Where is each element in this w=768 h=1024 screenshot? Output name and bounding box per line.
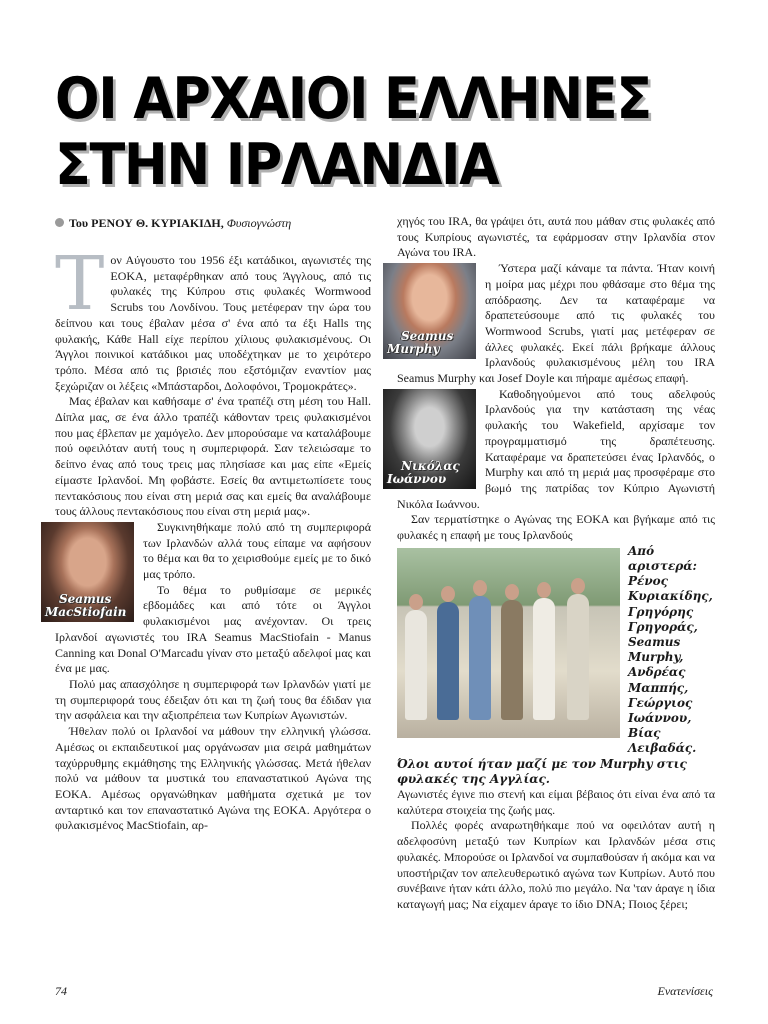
group-photo-block [397,544,715,787]
left-column [45,216,371,834]
page-number: 74 [55,984,67,998]
article-title [55,66,690,198]
title-line-1: ΟΙ ΑΡΧΑΙΟΙ ΕΛΛΗΝΕΣ [55,66,651,132]
bullet-icon [55,218,64,227]
photo-caption: Νικόλας Ιωάννου [387,458,460,486]
paragraph: Το θέμα το ρυθμίσαμε σε μερικές εβδομάδες και από τότε οι Άγγλοι φυλακισμένοι μας ανέχονταν. Οι τρεις Ιρλανδοί αγωνιστές του IRA Seamus MacStiofain - Manus Canning και Donal O'Marcadu γίναν στο μεταξύ αδελφοί μας και ένα με μας. [55,582,371,676]
paragraph: Σαν τερματίστηκε ο Αγώνας της ΕΟΚΑ και βγήκαμε από τις φυλακές η επαφή με τους Ιρλανδούς [397,512,715,543]
byline-author: Του ΡΕΝΟΥ Θ. ΚΥΡΙΑΚΙΔΗ, [69,216,224,230]
photo-ioannou [383,389,476,489]
paragraph: Μας έβαλαν και καθήσαμε σ' ένα τραπέζι στη μέση του Hall. Δίπλα μας, σε ένα άλλο τραπέζι κάθονταν τρεις φυλακισμένοι που μας έβλεπαν με χαμόγελο. Δεν μπορούσαμε να καταλάβουμε πού οφειλόταν αυτή τους η συμπεριφορά. Σαν τελειώσαμε το δείπνο ένας από τους τρεις μας πλησίασε και μας είπε «Εμείς είμαστε Ιρλανδοί. Μη φοβάστε. Εσείς θα αντιμετωπίσετε τους πεντακόσιους που είναι στη μεριά σας και εμείς θα αναλάβουμε τους άλλους πεντακόσιους που είναι στη μεριά μας». [55,394,371,519]
byline [55,216,371,231]
paragraph: Νικόλας Ιωάννου Καθοδηγούμενοι από τους αδελφούς Ιρλανδούς για την κατάσταση της νέας φυλακής του Wakefield, αρχίσαμε τον προγραμματισμό της δραπέτευσης. Καταφέραμε να δραπετεύσει ένας Ιρλανδός, ο Murphy και από τη μεριά μας προσφέραμε στο βωμό της πατρίδας τον Κύπριο Αγωνιστή Νικόλα Ιωάννου. [397,387,715,513]
drop-cap: Τ [55,241,105,327]
paragraph: Πολύ μας απασχόλησε η συμπεριφορά των Ιρλανδών γιατί με τη συμπεριφορά τους έδειξαν ότι και τη ζωή τους θα έδιδαν για την ασφάλεια και την αξιοπρέπεια των Κυπρίων Αγωνιστών. [55,676,371,723]
photo-macstiofain [41,522,134,622]
photo-caption: Seamus Murphy [387,329,454,357]
group-photo [397,548,620,738]
photo-murphy [383,263,476,359]
group-photo-caption: Από αριστερά: Ρένος Κυριακίδης, Γρηγόρης Γρηγοράς, Seamus Murphy, Ανδρέας Μαππής, Γεώργιος Ιωάννου, Βίας Λειβαδάς. Όλοι αυτοί ήταν μαζί με τον Murphy στις φυλακές της Αγγλίας. [397,543,713,786]
paragraph: Αγωνιστές έγινε πιο στενή και είμαι βέβαιος ότι είναι ένα από τα καλύτερα στοιχεία της ζωής μας. [397,787,715,817]
paragraph: χηγός του IRA, θα γράψει ότι, αυτά που μάθαν στις φυλακές από τους Κυπρίους αγωνιστές, τα εφάρμοσαν στην Ιρλανδία στον Αγώνα του IRA. [397,214,715,260]
paragraph: Τον Αύγουστο του 1956 έξι κατάδικοι, αγωνιστές της ΕΟΚΑ, μεταφέρθηκαν από τους Άγγλους, από τις φυλακές της Κύπρου στις φυλακές Wormwood Scrubs του Λονδίνου. Τους μετέφεραν την ώρα του δείπνου και τους έβαλαν μέσα σ' ένα από τα έξι Halls της φυλακής, Κάθε Hall είχε περίπου χίλιους φυλακισμένους. Οι Άγγλοι ποινικοί κατάδικοι μας υποδέχτηκαν με το χειρότερο τρόπο. Μέσα από τις βρισιές που εξστόμιζαν εναντίον μας ξεχώριζαν οι λέξεις «Μπάσταρδοι, Δολοφόνοι, Τρομοκράτες». [55,241,371,393]
paragraph: Ήθελαν πολύ οι Ιρλανδοί να μάθουν την ελληνική γλώσσα. Αμέσως οι εκπαιδευτικοί μας οργάνωσαν μια σειρά μαθημάτων ταχύρρυθμης εκμάθησης της Ελληνικής γλώσσας. Μετά ήθελαν πολύ να μάθουν τα μυστικά του επαναστατικού Αγώνα της ΕΟΚΑ. Αμέσως οργανώθηκαν μαθήματα σχετικά με τον ανταρτικό και τον επαναστατικό Αγώνα της ΕΟΚΑ. Αργότερα ο φυλακισμένος MacStiofain, αρ- [55,724,371,833]
photo-caption: Seamus MacStiofain [45,591,127,619]
paragraph: Πολλές φορές αναρωτηθήκαμε πού να οφειλόταν αυτή η αδελφοσύνη μεταξύ των Κυπρίων και Ιρλανδών μέσα στις φυλακές. Μπορούσε οι Ιρλανδοί να συμπαθούσαν ή ακόμα και να υποστήριζαν τον απελευθερωτικό αγώνα των Κυπρίων. Αυτό που συνέβαινε ήταν κάτι άλλο, πολύ πιο μεγάλο. Να 'ταν άραγε η ίδια καταγωγή μας; Να είχαμεν άραγε το ίδιο DNA; Ποιος ξέρει; [397,818,715,911]
paragraph: Seamus MacStiofain Συγκινηθήκαμε πολύ από τη συμπεριφορά των Ιρλανδών αλλά τους είπαμε να αφήσουν το θέμα και θα το χειρισθούμε εμείς με το δικό μας τρόπο. [55,520,371,583]
title-line-2: ΣΤΗΝ ΙΡΛΑΝΔΙΑ [55,132,499,198]
paragraph: Seamus Murphy Ύστερα μαζί κάναμε τα πάντα. Ήταν κοινή η μοίρα μας μέχρι που φθάσαμε στο θέμα της απόδρασης. Δεν τα καταφέραμε να δραπετεύσουμε από τις φυλακές του Wormwood Scrubs, γιατί μας μετέφεραν σε άλλες φυλακές. Εκεί πάλι βρήκαμε άλλους Ιρλανδούς φυλακισμένους μέλη του IRA Seamus Murphy και Josef Doyle και πήραμε αμέσως επαφή. [397,261,715,387]
magazine-name: Ενατενίσεις [657,984,713,998]
right-column [387,214,715,913]
byline-role: Φυσιογνώστη [226,216,292,230]
